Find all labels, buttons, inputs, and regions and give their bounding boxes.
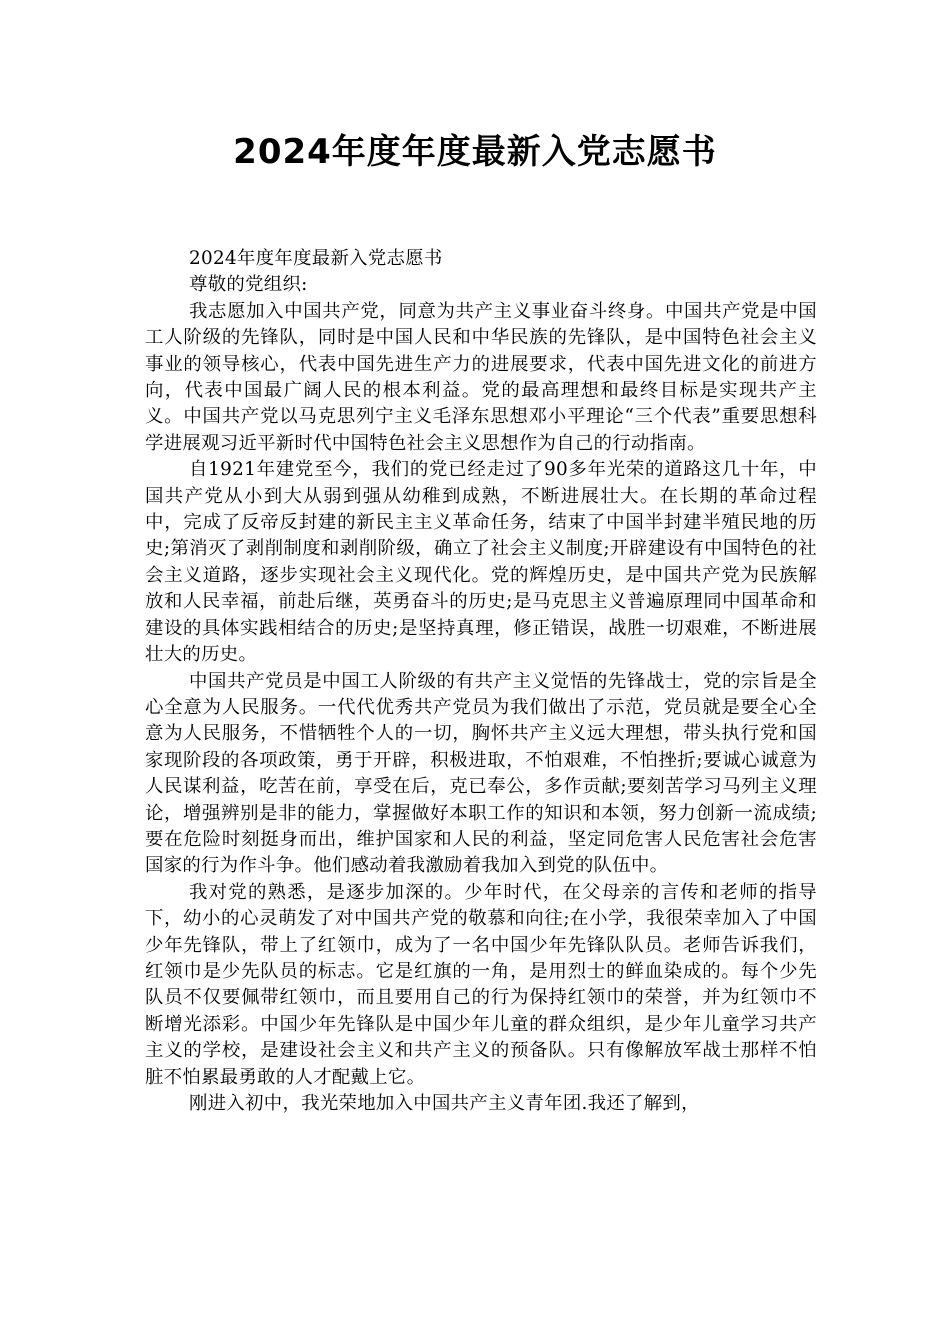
body-paragraph: 我志愿加入中国共产党，同意为共产主义事业奋斗终身。中国共产党是中国工人阶级的先锋队，同时是中国人民和中华民族的先锋队，是中国特色社会主义事业的领导核心，代表中国先进生产力的进展要求，代表中国先进文化的前进方向，代表中国最广阔人民的根本利益。党的最高理想和最终目标是实现共产主义。中国共产党以马克思列宁主义毛泽东思想邓小平理论“三个代表”重要思想科学进展观习近平新时代中国特色社会主义思想作为自己的行动指南。 bbox=[145, 300, 817, 454]
body-paragraph: 自1921年建党至今，我们的党已经走过了90多年光荣的道路这几十年，中国共产党从小到大从弱到强从幼稚到成熟，不断进展壮大。在长期的革命过程中，完成了反帝反封建的新民主主义革命任务，结束了中国半封建半殖民地的历史;第消灭了剥削制度和剥削阶级，确立了社会主义制度;开辟建设有中国特色的社会主义道路，逐步实现社会主义现代化。党的辉煌历史，是中国共产党为民族解放和人民幸福，前赴后继，英勇奋斗的历史;是马克思主义普遍原理同中国革命和建设的具体实践相结合的历史;是坚持真理，修正错误，战胜一切艰难，不断进展壮大的历史。 bbox=[145, 459, 817, 666]
body-paragraph: 刚进入初中，我光荣地加入中国共产主义青年团.我还了解到， bbox=[189, 1093, 700, 1114]
document-body bbox=[145, 246, 817, 1117]
salutation: 尊敬的党组织: bbox=[189, 274, 308, 296]
body-paragraph: 我对党的熟悉，是逐步加深的。少年时代，在父母亲的言传和老师的指导下，幼小的心灵萌发了对中国共产党的敬慕和向往;在小学，我很荣幸加入了中国少年先锋队，带上了红领巾，成为了一名中国少年先锋队队员。老师告诉我们，红领巾是少先队员的标志。它是红旗的一角，是用烈士的鲜血染成的。每个少先队员不仅要佩带红领巾，而且要用自己的行为保持红领巾的荣誉，并为红领巾不断增光添彩。中国少年先锋队是中国少年儿童的群众组织，是少年儿童学习共产主义的学校，是建设社会主义和共产主义的预备队。只有像解放军战士那样不怕脏不怕累最勇敢的人才配戴上它。 bbox=[145, 881, 817, 1088]
body-paragraph: 中国共产党员是中国工人阶级的有共产主义觉悟的先锋战士，党的宗旨是全心全意为人民服务。一代代优秀共产党员为我们做出了示范，党员就是要全心全意为人民服务，不惜牺牲个人的一切，胸怀共产主义远大理想，带头执行党和国家现阶段的各项政策，勇于开辟，积极进取，不怕艰难，不怕挫折;要诚心诚意为人民谋利益，吃苦在前，享受在后，克已奉公，多作贡献;要刻苦学习马列主义理论，增强辨别是非的能力，掌握做好本职工作的知识和本领，努力创新一流成绩;要在危险时刻挺身而出，维护国家和人民的利益，坚定同危害人民危害社会危害国家的行为作斗争。他们感动着我激励着我加入到党的队伍中。 bbox=[145, 670, 817, 877]
document-title: 2024年度年度最新入党志愿书 bbox=[233, 132, 717, 172]
document-subtitle: 2024年度年度最新入党志愿书 bbox=[189, 248, 443, 269]
